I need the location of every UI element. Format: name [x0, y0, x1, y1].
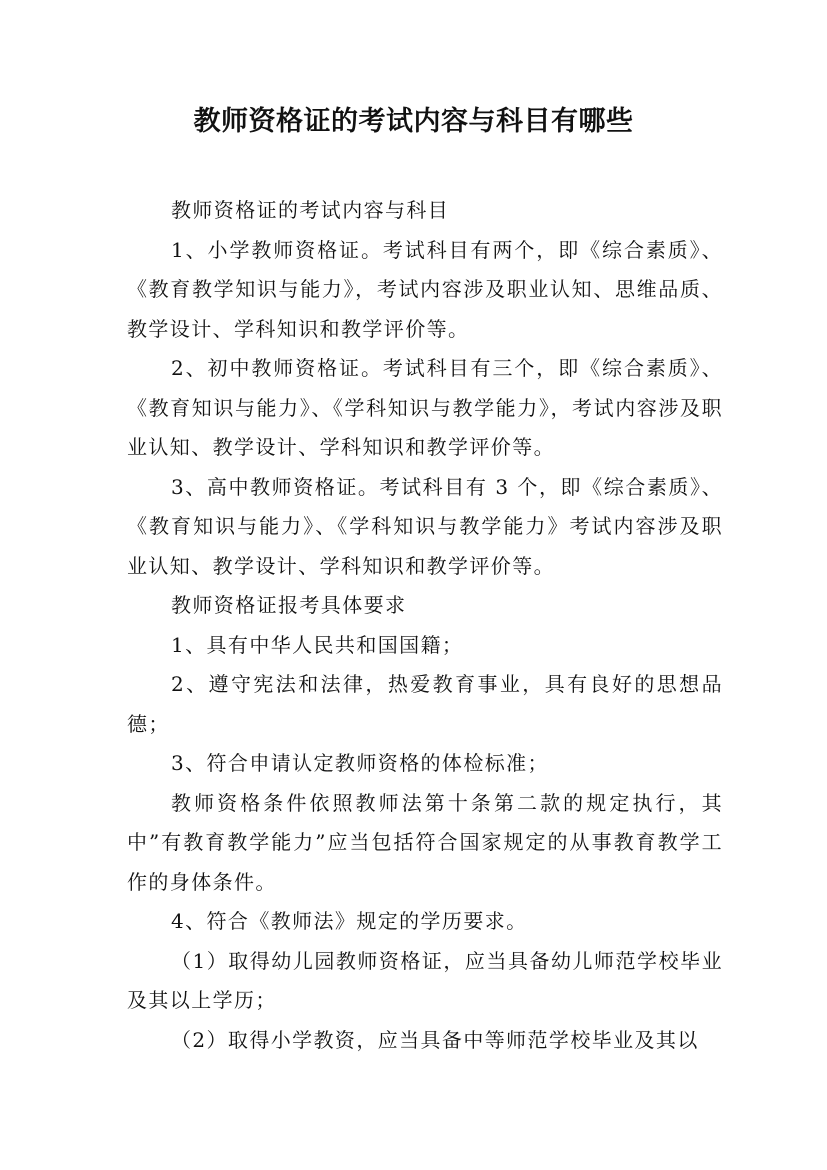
paragraph-junior-high: 2、初中教师资格证。考试科目有三个，即《综合素质》、《教育知识与能力》、《学科知识与教学能力》，考试内容涉及职业认知、教学设计、学科知识和教学评价等。 [127, 356, 723, 459]
education-primary: （2）取得小学教资，应当具备中等师范学校毕业及其以 [171, 1027, 699, 1052]
paragraph-primary-school: 1、小学教师资格证。考试科目有两个，即《综合素质》、《教育教学知识与能力》，考试内容涉及职业认知、思维品质、教学设计、学科知识和教学评价等。 [127, 237, 723, 341]
requirement-health: 3、符合申请认定教师资格的体检标准； [171, 751, 549, 775]
requirement-nationality: 1、具有中华人民共和国国籍； [171, 632, 464, 657]
section-heading-requirements: 教师资格证报考具体要求 [171, 593, 407, 617]
paragraph-teaching-ability: 教师资格条件依照教师法第十条第二款的规定执行，其中”有教育教学能力”应当包括符合国家规定的从事教育教学工作的身体条件。 [127, 790, 723, 894]
education-kindergarten: （1）取得幼儿园教师资格证，应当具备幼儿师范学校毕业及其以上学历； [127, 948, 723, 1012]
section-heading-exam-content: 教师资格证的考试内容与科目 [171, 198, 450, 222]
requirement-ethics: 2、遵守宪法和法律，热爱教育事业，具有良好的思想品德； [127, 672, 723, 736]
document-title: 教师资格证的考试内容与科目有哪些 [193, 106, 634, 137]
paragraph-senior-high: 3、高中教师资格证。考试科目有 3 个，即《综合素质》、《教育知识与能力》、《学科知识与教学能力》考试内容涉及职业认知、教学设计、学科知识和教学评价等。 [127, 474, 723, 578]
requirement-education: 4、符合《教师法》规定的学历要求。 [171, 909, 528, 933]
document-body [127, 191, 723, 1060]
